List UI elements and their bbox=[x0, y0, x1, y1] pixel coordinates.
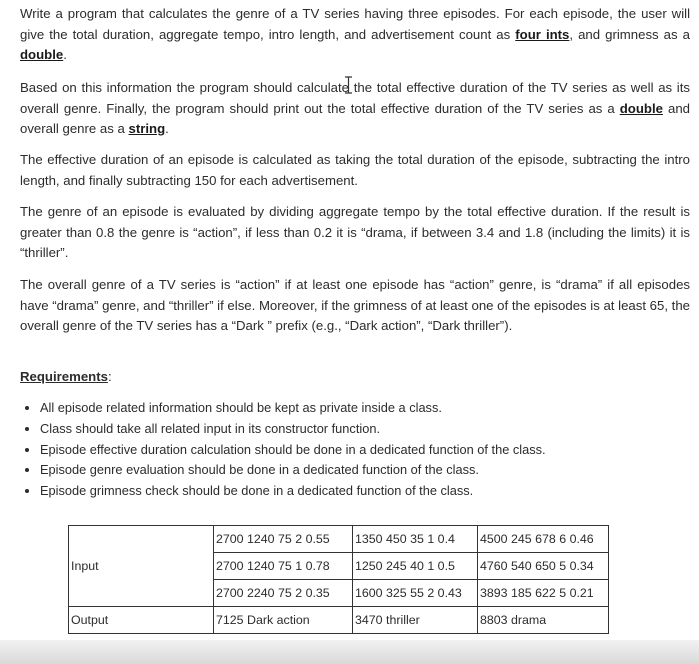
input-label: Input bbox=[69, 526, 214, 607]
output-cell: 3470 thriller bbox=[353, 607, 478, 634]
intro-paragraph bbox=[20, 4, 690, 66]
intro-text: Write a program that calculates the genre of a TV series having three episodes. For each episode, the user will give the total duration, aggregate tempo, intro length, and advertisement count as bbox=[20, 6, 690, 42]
requirements-list bbox=[22, 398, 546, 502]
input-cell: 2700 2240 75 2 0.35 bbox=[214, 580, 353, 607]
input-cell: 2700 1240 75 2 0.55 bbox=[214, 526, 353, 553]
requirements-heading bbox=[20, 367, 112, 388]
table-row bbox=[69, 526, 609, 553]
output-text-mid: and overall genre as a bbox=[20, 100, 690, 136]
intro-text-end: . bbox=[63, 47, 67, 62]
requirement-item: • All episode related information should be kept as private inside a class. bbox=[40, 398, 546, 419]
text-cursor-icon bbox=[344, 76, 353, 94]
output-cell: 8803 drama bbox=[478, 607, 609, 634]
keyword-string: string bbox=[128, 121, 166, 136]
io-example-table bbox=[68, 525, 609, 634]
input-cell: 1250 245 40 1 0.5 bbox=[353, 553, 478, 580]
input-cell: 1350 450 35 1 0.4 bbox=[353, 526, 478, 553]
input-cell: 4500 245 678 6 0.46 bbox=[478, 526, 609, 553]
genre-paragraph: The genre of an episode is evaluated by dividing aggregate tempo by the total effective duration. If the result is greater than 0.8 the genre is “action”, if less than 0.2 it is “drama, if between 3.4 and 1.8 (including the limits) it is “thriller”. bbox=[20, 204, 690, 260]
input-cell: 1600 325 55 2 0.43 bbox=[353, 580, 478, 607]
keyword-four-ints: four ints bbox=[515, 26, 570, 42]
output-cell: 7125 Dark action bbox=[214, 607, 353, 634]
requirement-item: • Episode genre evaluation should be done in a dedicated function of the class. bbox=[40, 460, 546, 481]
output-label: Output bbox=[69, 607, 214, 634]
requirement-item: • Episode effective duration calculation should be done in a dedicated function of the class. bbox=[40, 440, 546, 461]
requirements-colon: : bbox=[107, 369, 112, 384]
input-cell: 2700 1240 75 1 0.78 bbox=[214, 553, 353, 580]
output-paragraph bbox=[20, 78, 690, 140]
intro-text-mid: , and grimness as a bbox=[569, 26, 690, 42]
input-cell: 4760 540 650 5 0.34 bbox=[478, 553, 609, 580]
overall-genre-paragraph: The overall genre of a TV series is “action” if at least one episode has “action” genre, is “drama” if all episodes have “drama” genre, and “thriller” if else. Moreover, if the grimness of at least one of the episodes is at least 65, the overall genre of the TV series has a “Dark ” prefix (e.g., “Dark action”, “Dark thriller”). bbox=[20, 277, 690, 333]
output-text: Based on this information the program should calculate the total effective duration of the TV series as well as its overall genre. Finally, the program should print out the total effective duration of the TV series as a bbox=[20, 80, 690, 116]
requirement-item: • Episode grimness check should be done in a dedicated function of the class. bbox=[40, 481, 546, 502]
video-bottom-bar bbox=[0, 640, 699, 664]
input-cell: 3893 185 622 5 0.21 bbox=[478, 580, 609, 607]
keyword-double-output: double bbox=[619, 100, 663, 116]
output-text-end: . bbox=[165, 121, 169, 136]
table-row bbox=[69, 607, 609, 634]
keyword-double: double bbox=[20, 47, 64, 62]
requirements-title: Requirements bbox=[20, 369, 108, 384]
effective-duration-paragraph: The effective duration of an episode is calculated as taking the total duration of the episode, subtracting the intro length, and finally subtracting 150 for each advertisement. bbox=[20, 152, 690, 188]
requirement-item: • Class should take all related input in its constructor function. bbox=[40, 419, 546, 440]
